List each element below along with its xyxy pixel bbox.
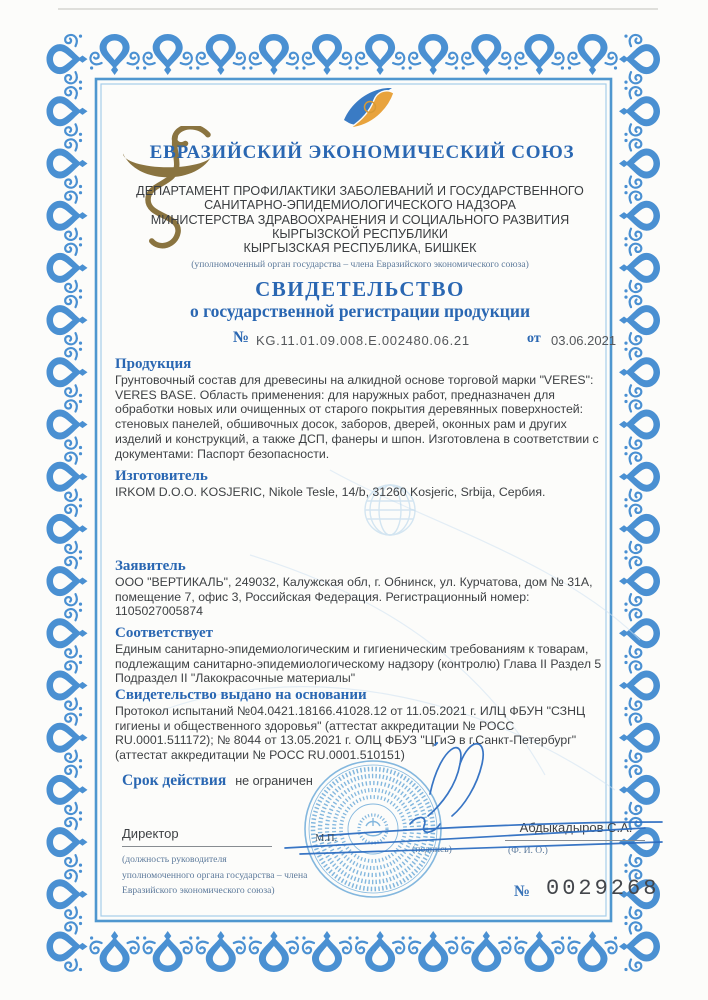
signature-caption: (подпись) <box>412 844 452 855</box>
section-heading-manufacturer: Изготовитель <box>115 468 208 484</box>
authority-line: КЫРГЫЗСКАЯ РЕСПУБЛИКА, БИШКЕК <box>243 241 477 256</box>
authority-line: САНИТАРНО-ЭПИДЕМИОЛОГИЧЕСКОГО НАДЗОРА <box>204 198 516 213</box>
eaeu-union-logo-icon <box>336 80 400 138</box>
section-body-product: Грунтовочный состав для древесины на алкидной основе торговой марки "VERES": VERES BASE. Область применения: для наружных работ, предназначен для обработки новых или очищенных от старого покрытия деревянных поверхностей: стеновых панелей, обшивочных досок, заборов, дверей, оконных рам и других изделий и конструкций, а также ДСП, фанеры и шпон. Изготовлена в соответствии с документами: Паспорт безопасности. <box>115 373 599 461</box>
section-heading-applicant: Заявитель <box>115 558 186 574</box>
section-heading-product: Продукция <box>115 356 192 372</box>
authority-line: ДЕПАРТАМЕНТ ПРОФИЛАКТИКИ ЗАБОЛЕВАНИЙ И ГОСУДАРСТВЕННОГО <box>136 184 584 198</box>
position-note-line: (должность руководителя <box>122 854 227 865</box>
position-note-line: Евразийского экономического союза) <box>122 885 275 896</box>
certificate-number-label: № <box>233 329 250 346</box>
handwritten-signature <box>260 730 680 870</box>
name-caption: (Ф. И. О.) <box>508 845 548 856</box>
blank-serial-number: 0029268 <box>546 876 660 901</box>
stamp-place-label: М.П. <box>315 833 338 844</box>
section-body-manufacturer: IRKOM D.O.O. KOSJERIC, Nikole Tesle, 14/b, 31260 Kosjeric, Srbija, Сербия. <box>115 485 546 499</box>
section-heading-compliance: Соответствует <box>115 625 213 641</box>
signer-name: Абдыкадыров С.А. <box>519 820 633 835</box>
authority-line: КЫРГЫЗСКОЙ РЕСПУБЛИКИ <box>272 226 448 241</box>
section-body-basis: Протокол испытаний №04.0421.18166.41028.12 от 11.05.2021 г. ИЛЦ ФБУН "СЗНЦ гигиены и общественного здоровья" (аттестат аккредитации № РОСС RU.0001.511172); № 8044 от 13.05.2021 г. ОЛЦ ФБУЗ "ЦГиЭ в г.Санкт-Петербург" (аттестат аккредитации № РОСС RU.0001.510151) <box>115 704 586 763</box>
validity-value: не ограничен <box>235 774 313 788</box>
certificate-date: 03.06.2021 <box>551 333 617 348</box>
position-title: Директор <box>122 826 179 841</box>
certificate-number: KG.11.01.09.008.E.002480.06.21 <box>256 333 470 348</box>
position-note-line: уполномоченного органа государства – члена <box>122 869 308 881</box>
union-title: ЕВРАЗИЙСКИЙ ЭКОНОМИЧЕСКИЙ СОЮЗ <box>149 142 575 163</box>
section-body-compliance: Единым санитарно-эпидемиологическим и гигиеническим требованиям к товарам, подлежащим санитарно-эпидемиологическому надзору (контролю) Глава II Раздел 5 Подраздел II "Лакокрасочные материалы" <box>115 642 602 686</box>
blank-serial-label: № <box>514 883 531 900</box>
validity-label: Срок действия <box>122 772 227 789</box>
position-underline <box>122 846 272 847</box>
authority-note: (уполномоченный орган государства – члена Евразийского экономического союза) <box>191 259 529 270</box>
authority-block <box>108 184 612 255</box>
section-heading-basis: Свидетельство выдано на основании <box>115 687 367 703</box>
certificate-date-label: от <box>527 331 541 346</box>
certificate-subtitle: о государственной регистрации продукции <box>189 301 531 321</box>
certificate-title: СВИДЕТЕЛЬСТВО <box>255 277 465 301</box>
section-body-applicant: ООО "ВЕРТИКАЛЬ", 249032, Калужская обл, г. Обнинск, ул. Курчатова, дом № 31А, помещение 7, офис 3, Российская Федерация. Регистрационный номер: 1105027005874 <box>115 575 593 619</box>
authority-line: МИНИСТЕРСТВА ЗДРАВООХРАНЕНИЯ И СОЦИАЛЬНОГО РАЗВИТИЯ <box>150 212 570 227</box>
